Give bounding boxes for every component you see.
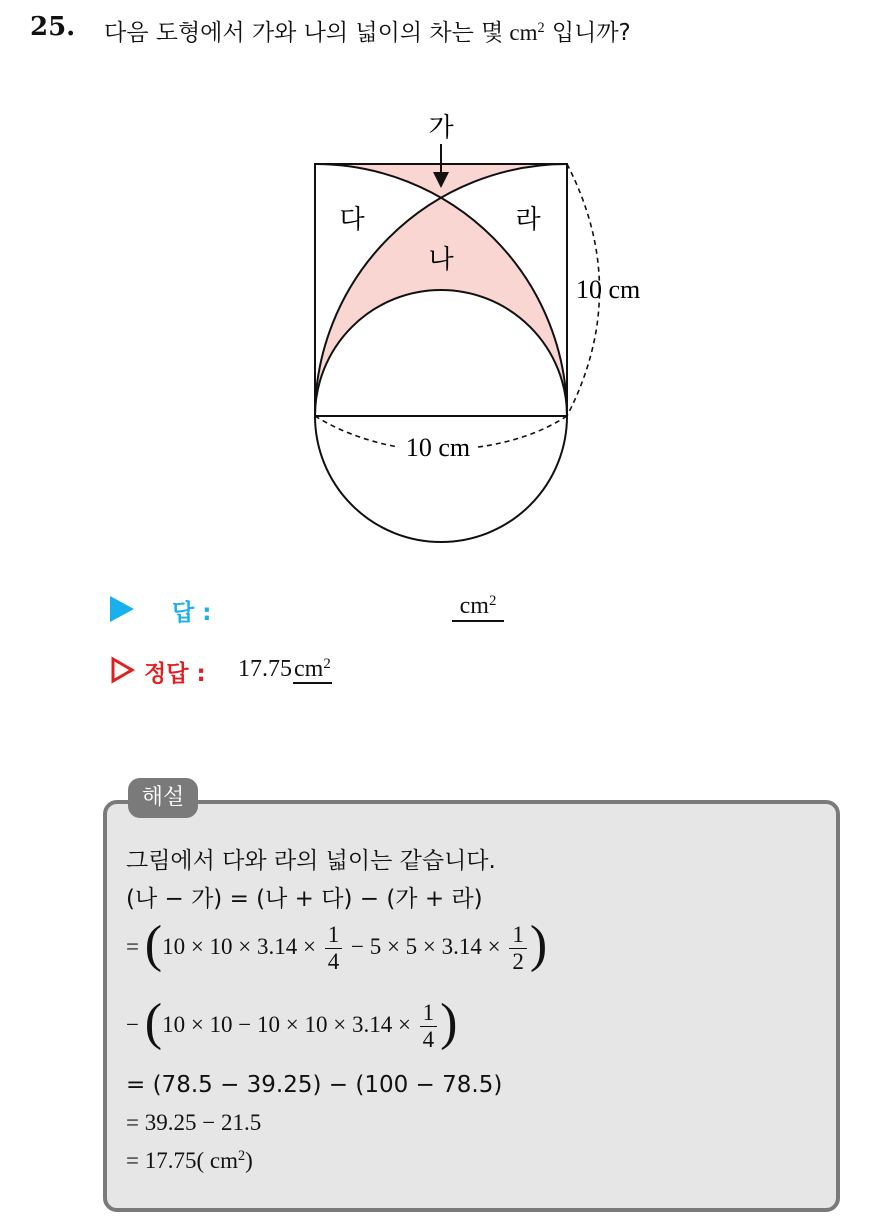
solution-line-3: = (10 × 10 × 3.14 × $\frac{1}{4}$ − 5 × 5 × 3.14 × $\frac{1}{2}$ ) (126, 915, 548, 974)
question-end: 입니까? (551, 20, 631, 46)
answer-blank[interactable]: $cm^2$ (452, 592, 504, 622)
fraction-half: $\frac{1}{2}$ (509, 922, 527, 975)
label-side-length: 10 cm (576, 275, 641, 304)
label-ga: 가 (428, 113, 454, 143)
correct-label: 정답 : (144, 661, 206, 687)
label-ra: 라 (515, 205, 541, 235)
play-triangle-icon (110, 596, 134, 622)
label-da: 다 (339, 205, 365, 235)
solution-line-1: 그림에서 다와 라의 넓이는 같습니다. (126, 848, 496, 874)
answer-row (110, 592, 530, 626)
geometry-figure (0, 0, 884, 600)
outline-triangle-icon (110, 656, 136, 684)
solution-line-6: = 39.25 − 21.5 (126, 1110, 262, 1135)
question-body: 다음 도형에서 가와 나의 넓이의 차는 몇 (104, 20, 504, 46)
correct-answer-row (110, 654, 510, 688)
solution-tag: 해설 (128, 778, 198, 818)
question-number: 25. (30, 12, 76, 42)
solution-line-4: − (10 × 10 − 10 × 10 × 3.14 × $\frac{1}{4}$ ) (126, 993, 458, 1052)
dimension-arc-bottom-right (478, 416, 567, 447)
fraction-quarter-2: $\frac{1}{4}$ (420, 1000, 438, 1053)
dimension-arc-bottom-left (315, 416, 398, 447)
fraction-quarter: $\frac{1}{4}$ (325, 922, 343, 975)
label-na: 나 (428, 245, 454, 275)
solution-line-7: = 17.75( $cm^2$) (126, 1148, 253, 1173)
label-bottom-length: 10 cm (405, 433, 471, 462)
solution-line-2: (나 − 가) = (나 + 다) − (가 + 라) (126, 886, 483, 912)
solution-line-5: = (78.5 − 39.25) − (100 − 78.5) (126, 1072, 503, 1098)
correct-value: $17.75cm^2$ (238, 655, 331, 682)
answer-label: 답 : (172, 600, 212, 626)
question-unit: $cm^2$ (509, 20, 545, 45)
